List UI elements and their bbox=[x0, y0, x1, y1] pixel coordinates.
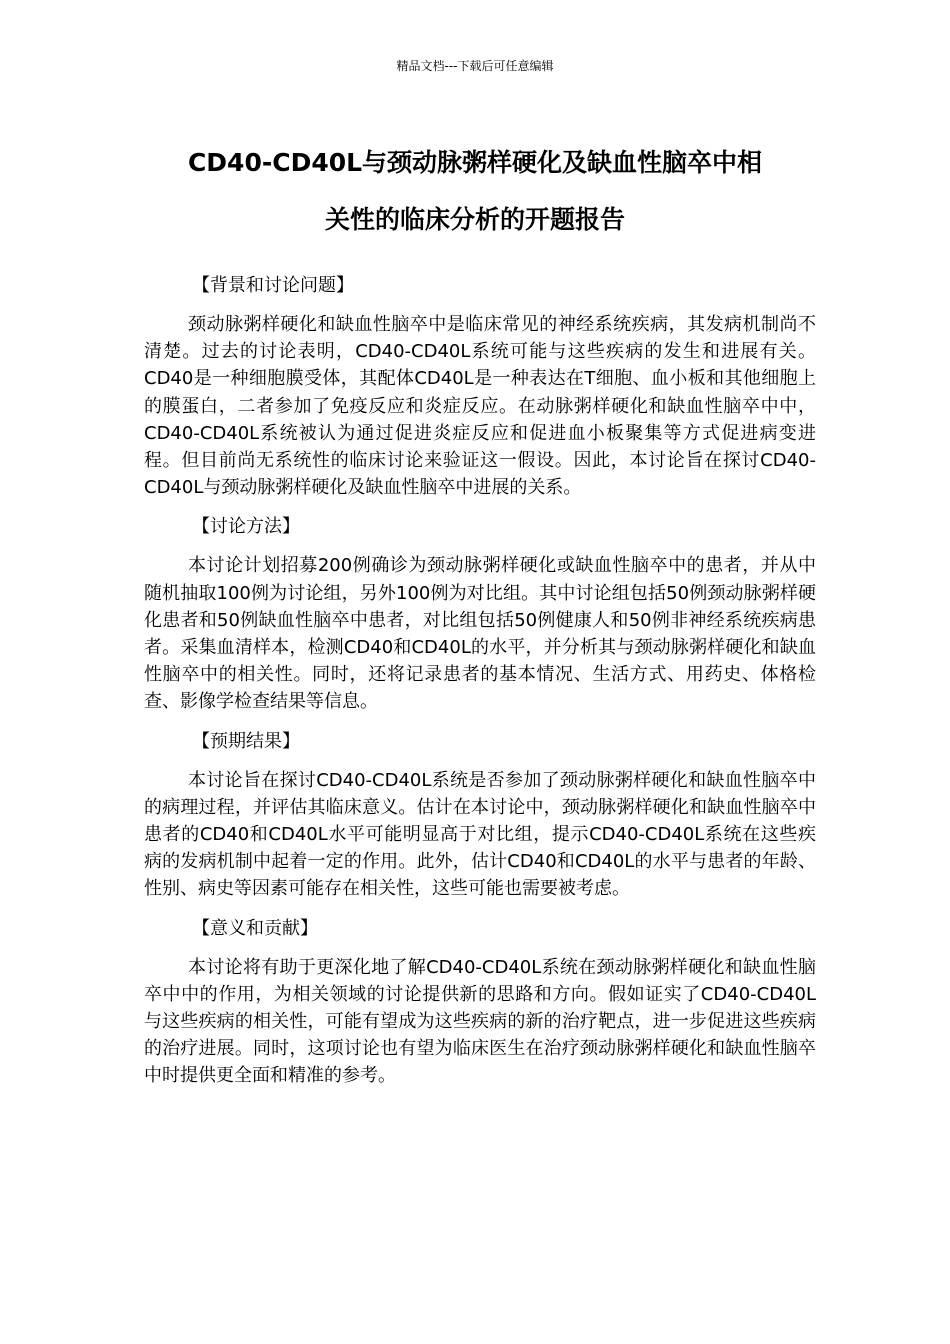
section-background bbox=[144, 272, 816, 501]
page-header: 精品文档---下载后可任意编辑 bbox=[396, 59, 554, 73]
section-paragraph: 本讨论将有助于更深化地了解CD40-CD40L系统在颈动脉粥样硬化和缺血性脑卒中中的作用，为相关领域的讨论提供新的思路和方向。假如证实了CD40-CD40L与这些疾病的相关性，可能有望成为这些疾病的新的治疗靶点，进一步促进这些疾病的治疗进展。同时，这项讨论也有望为临床医生在治疗颈动脉粥样硬化和缺血性脑卒中时提供更全面和精准的参考。 bbox=[144, 956, 816, 1087]
section-paragraph: 本讨论计划招募200例确诊为颈动脉粥样硬化或缺血性脑卒中的患者，并从中随机抽取100例为讨论组，另外100例为对比组。其中讨论组包括50例颈动脉粥样硬化患者和50例缺血性脑卒中患者，对比组包括50例健康人和50例非神经系统疾病患者。采集血清样本，检测CD40和CD40L的水平，并分析其与颈动脉粥样硬化和缺血性脑卒中的相关性。同时，还将记录患者的基本情况、生活方式、用药史、体格检查、影像学检查结果等信息。 bbox=[144, 555, 816, 713]
section-heading: 【预期结果】 bbox=[192, 730, 300, 752]
document-title-line-2: 关性的临床分析的开题报告 bbox=[324, 205, 625, 234]
section-paragraph: 本讨论旨在探讨CD40-CD40L系统是否参加了颈动脉粥样硬化和缺血性脑卒中的病理过程，并评估其临床意义。估计在本讨论中，颈动脉粥样硬化和缺血性脑卒中患者的CD40和CD40L水平可能明显高于对比组，提示CD40-CD40L系统在这些疾病的发病机制中起着一定的作用。此外，估计CD40和CD40L的水平与患者的年龄、性别、病史等因素可能存在相关性，这些可能也需要被考虑。 bbox=[144, 769, 816, 900]
document-title bbox=[110, 134, 840, 248]
section-paragraph: 颈动脉粥样硬化和缺血性脑卒中是临床常见的神经系统疾病，其发病机制尚不清楚。过去的讨论表明，CD40-CD40L系统可能与这些疾病的发生和进展有关。CD40是一种细胞膜受体，其配体CD40L是一种表达在T细胞、血小板和其他细胞上的膜蛋白，二者参加了免疫反应和炎症反应。在动脉粥样硬化和缺血性脑卒中中，CD40-CD40L系统被认为通过促进炎症反应和促进血小板聚集等方式促进病变进程。但目前尚无系统性的临床讨论来验证这一假设。因此，本讨论旨在探讨CD40-CD40L与颈动脉粥样硬化及缺血性脑卒中进展的关系。 bbox=[144, 314, 816, 499]
document-body bbox=[144, 272, 816, 1102]
section-significance bbox=[144, 915, 816, 1090]
section-heading: 【意义和贡献】 bbox=[192, 917, 318, 939]
section-expected-results bbox=[144, 728, 816, 903]
section-heading: 【讨论方法】 bbox=[192, 516, 300, 538]
section-heading: 【背景和讨论问题】 bbox=[192, 275, 354, 296]
section-methods bbox=[144, 513, 816, 715]
document-title-line-1: CD40-CD40L与颈动脉粥样硬化及缺血性脑卒中相 bbox=[187, 148, 763, 177]
